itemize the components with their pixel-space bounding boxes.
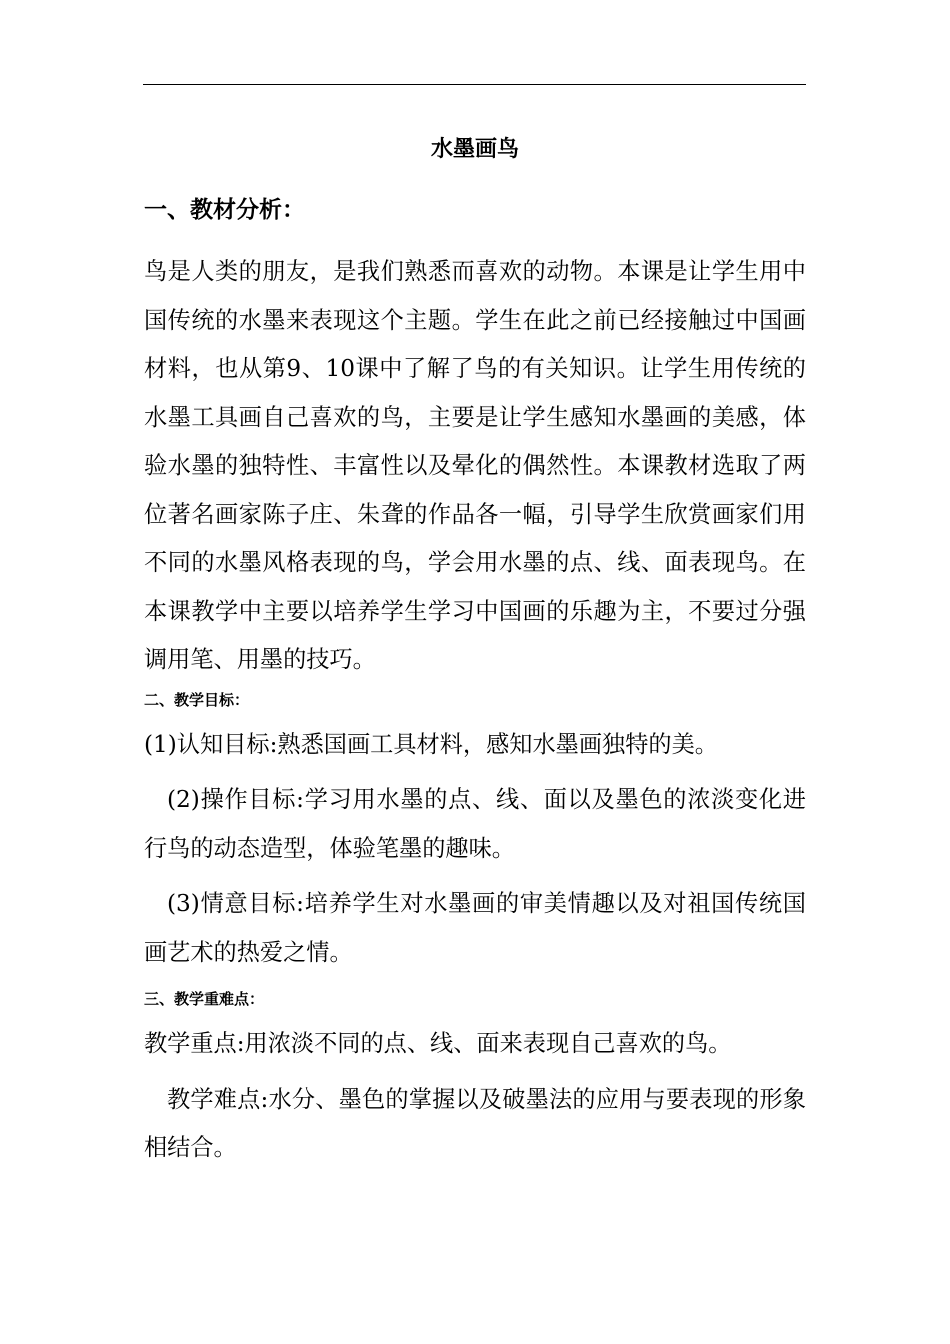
goal-operation: (2)操作目标:学习用水墨的点、线、面以及墨色的浓淡变化进行鸟的动态造型，体验笔墨的趣味。: [144, 786, 806, 862]
section-heading-goals: 二、教学目标：: [144, 690, 250, 709]
key-point: 教学重点:用浓淡不同的点、线、面来表现自己喜欢的鸟。: [144, 1030, 732, 1057]
section-heading-analysis: 一、教材分析：: [144, 197, 305, 223]
goal-emotion: (3)情意目标:培养学生对水墨画的审美情趣以及对祖国传统国画艺术的热爱之情。: [144, 890, 806, 966]
document-title: 水墨画鸟: [430, 137, 519, 162]
analysis-paragraph: 鸟是人类的朋友，是我们熟悉而喜欢的动物。本课是让学生用中国传统的水墨来表现这个主题。学生在此之前已经接触过中国画材料，也从第9、10课中了解了鸟的有关知识。让学生用传统的水墨工具画自己喜欢的鸟，主要是让学生感知水墨画的美感，体验水墨的独特性、丰富性以及晕化的偶然性。本课教材选取了两位著名画家陈子庄、朱聋的作品各一幅，引导学生欣赏画家们用不同的水墨风格表现的鸟，学会用水墨的点、线、面表现鸟。在本课教学中主要以培养学生学习中国画的乐趣为主，不要过分强调用笔、用墨的技巧。: [144, 258, 806, 673]
document-content: [144, 130, 806, 1173]
section-heading-key-points: 三、教学重难点：: [144, 990, 265, 1008]
difficult-point: 教学难点:水分、墨色的掌握以及破墨法的应用与要表现的形象相结合。: [144, 1085, 806, 1161]
header-rule: [143, 84, 806, 85]
goal-cognitive: (1)认知目标:熟悉国画工具材料，感知水墨画独特的美。: [144, 730, 718, 758]
